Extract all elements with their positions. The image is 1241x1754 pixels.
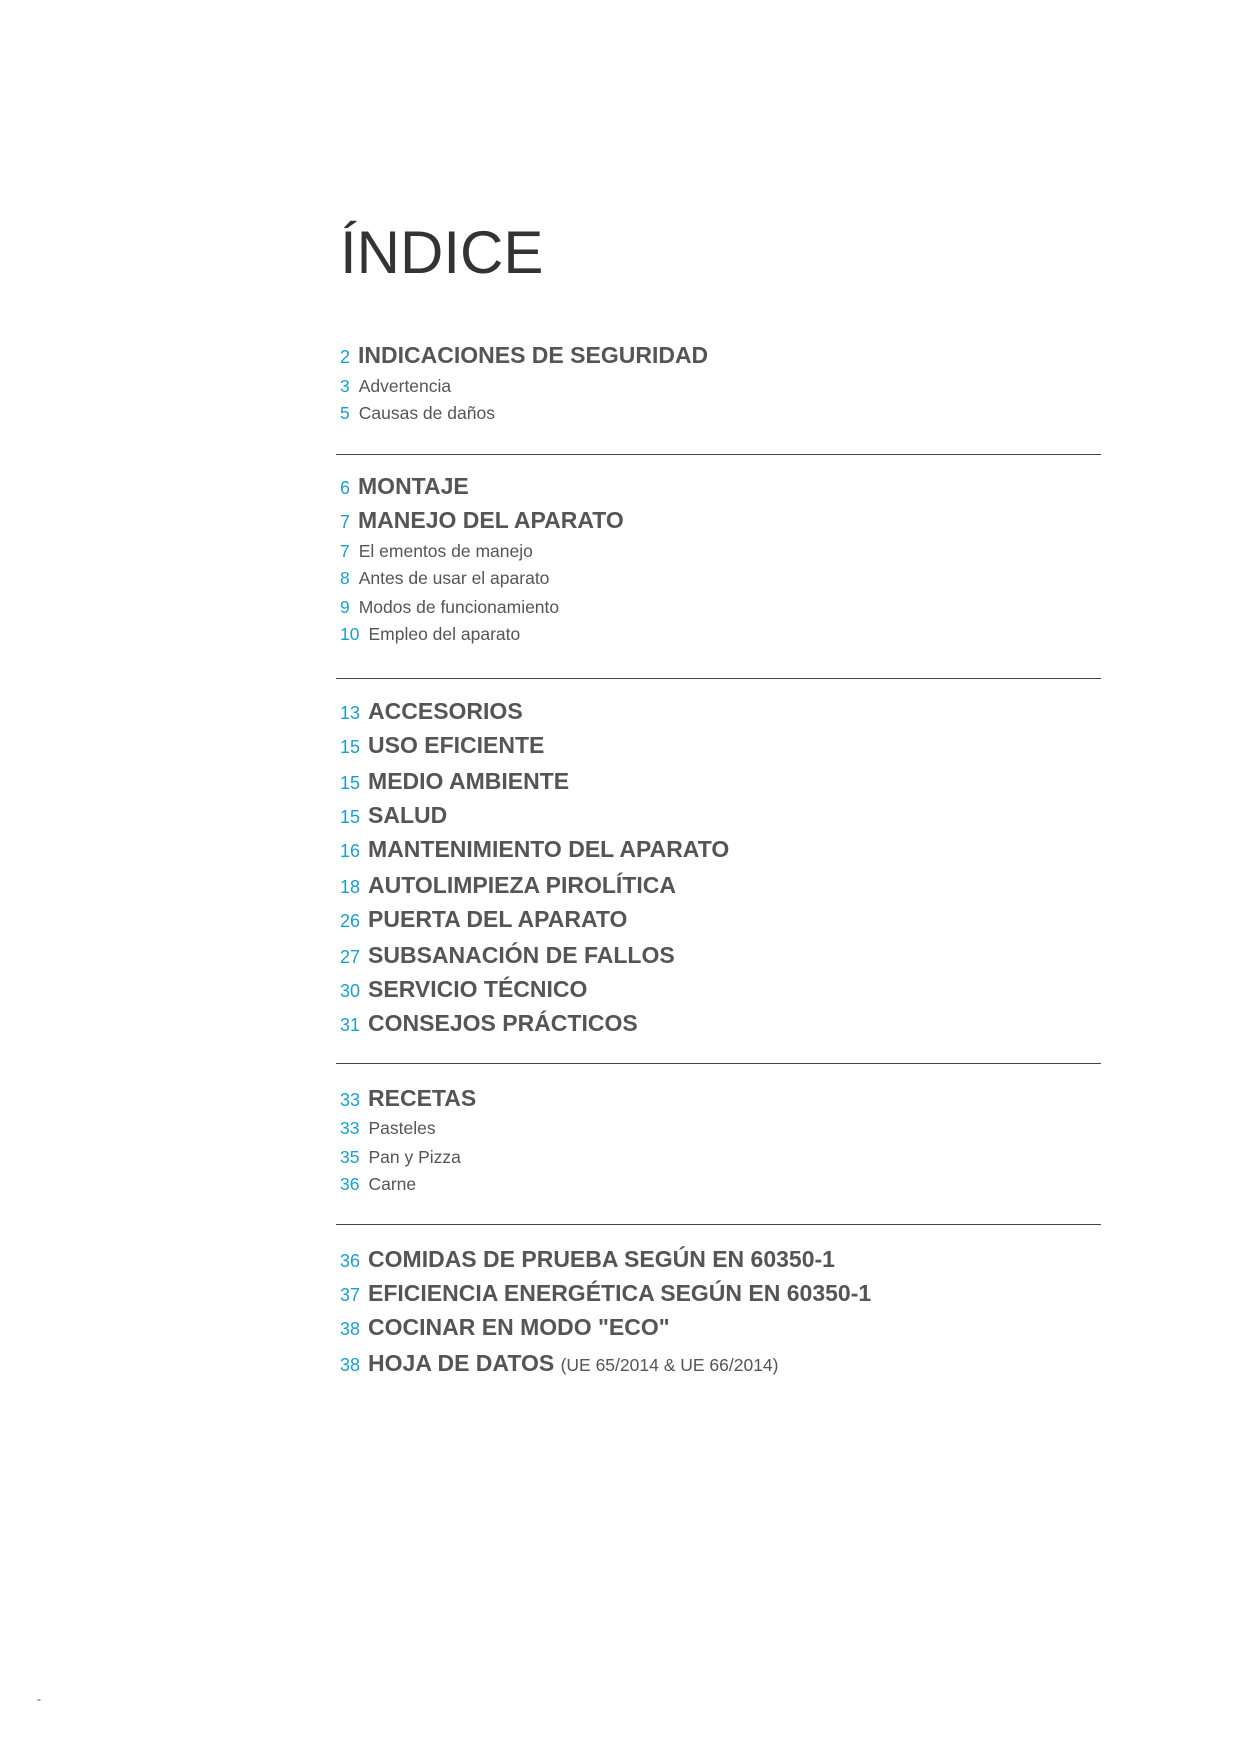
page-number: 16 <box>340 841 361 861</box>
page-number: 6 <box>340 478 351 498</box>
section-divider <box>336 1224 1101 1225</box>
toc-entry[interactable] <box>340 595 559 619</box>
toc-entry[interactable] <box>340 1278 871 1310</box>
page-number: 7 <box>340 512 351 532</box>
entry-label: Antes de usar el aparato <box>358 568 550 588</box>
toc-entry[interactable] <box>340 940 675 972</box>
entry-label: USO EFICIENTE <box>368 732 545 758</box>
entry-label: El ementos de manejo <box>358 541 533 561</box>
toc-entry[interactable] <box>340 1244 835 1276</box>
page-number: 33 <box>340 1118 360 1138</box>
page-number: 27 <box>340 947 361 967</box>
page-number: 2 <box>340 347 351 367</box>
toc-entry[interactable] <box>340 1083 476 1115</box>
page-number: 38 <box>340 1355 361 1375</box>
page-number: 33 <box>340 1090 361 1110</box>
entry-label: HOJA DE DATOS <box>368 1350 555 1376</box>
toc-entry[interactable] <box>340 1145 461 1169</box>
entry-label: SUBSANACIÓN DE FALLOS <box>368 942 675 968</box>
section-divider <box>336 1063 1101 1064</box>
section-divider <box>336 454 1101 455</box>
toc-entry[interactable] <box>340 401 495 425</box>
entry-label: MEDIO AMBIENTE <box>368 768 570 794</box>
entry-label: Advertencia <box>358 376 452 396</box>
page-number: 38 <box>340 1319 361 1339</box>
toc-entry[interactable] <box>340 374 451 398</box>
page-number: 18 <box>340 877 361 897</box>
toc-entry[interactable] <box>340 696 523 728</box>
entry-label: SALUD <box>368 802 448 828</box>
entry-label: Carne <box>368 1174 417 1194</box>
entry-label: Causas de daños <box>358 403 495 423</box>
toc-entry[interactable] <box>340 834 729 866</box>
page-number: 7 <box>340 541 350 561</box>
page-number: 31 <box>340 1015 361 1035</box>
entry-label: MANTENIMIENTO DEL APARATO <box>368 836 730 862</box>
entry-label: AUTOLIMPIEZA PIROLÍTICA <box>368 872 676 898</box>
toc-entry[interactable] <box>340 904 627 936</box>
entry-label: EFICIENCIA ENERGÉTICA SEGÚN EN 60350-1 <box>368 1280 872 1306</box>
page-number: 35 <box>340 1147 360 1167</box>
page-number: 15 <box>340 773 361 793</box>
footer-mark: - <box>37 1692 41 1706</box>
toc-entry[interactable] <box>340 766 569 798</box>
page-title: ÍNDICE <box>340 219 544 286</box>
entry-note: (UE 65/2014 & UE 66/2014) <box>560 1355 779 1375</box>
page-number: 15 <box>340 807 361 827</box>
toc-entry[interactable] <box>340 974 587 1006</box>
toc-entry[interactable] <box>340 1312 670 1344</box>
page-number: 30 <box>340 981 361 1001</box>
entry-label: COCINAR EN MODO "ECO" <box>368 1314 670 1340</box>
entry-label: ACCESORIOS <box>368 698 523 724</box>
toc-entry[interactable] <box>340 566 549 590</box>
entry-label: CONSEJOS PRÁCTICOS <box>368 1010 638 1036</box>
page-number: 5 <box>340 403 350 423</box>
section-divider <box>336 678 1101 679</box>
toc-entry[interactable] <box>340 730 544 762</box>
toc-entry[interactable] <box>340 1116 436 1140</box>
toc-entry[interactable] <box>340 539 533 563</box>
toc-entry[interactable] <box>340 800 447 832</box>
page-number: 9 <box>340 597 350 617</box>
page-number: 37 <box>340 1285 361 1305</box>
page-number: 8 <box>340 568 350 588</box>
entry-label: PUERTA DEL APARATO <box>368 906 628 932</box>
page-number: 15 <box>340 737 361 757</box>
page-number: 36 <box>340 1251 361 1271</box>
toc-entry[interactable] <box>340 1008 638 1040</box>
toc-entry[interactable] <box>340 471 469 503</box>
entry-label: SERVICIO TÉCNICO <box>368 976 588 1002</box>
toc-entry[interactable] <box>340 340 708 372</box>
page-number: 3 <box>340 376 350 396</box>
entry-label: COMIDAS DE PRUEBA SEGÚN EN 60350-1 <box>368 1246 835 1272</box>
page-number: 13 <box>340 703 361 723</box>
toc-entry[interactable] <box>340 870 676 902</box>
toc-entry[interactable] <box>340 505 624 537</box>
toc-entry[interactable] <box>340 1172 416 1196</box>
toc-entry[interactable] <box>340 622 520 646</box>
page-number: 26 <box>340 911 361 931</box>
page-number: 36 <box>340 1174 360 1194</box>
entry-label: Modos de funcionamiento <box>358 597 560 617</box>
page-number: 10 <box>340 624 360 644</box>
entry-label: MONTAJE <box>358 473 469 499</box>
entry-label: MANEJO DEL APARATO <box>358 507 624 533</box>
toc-entry[interactable] <box>340 1348 779 1380</box>
entry-label: Pan y Pizza <box>368 1147 461 1167</box>
entry-label: Pasteles <box>368 1118 436 1138</box>
entry-label: RECETAS <box>368 1085 477 1111</box>
entry-label: Empleo del aparato <box>368 624 521 644</box>
entry-label: INDICACIONES DE SEGURIDAD <box>358 342 709 368</box>
